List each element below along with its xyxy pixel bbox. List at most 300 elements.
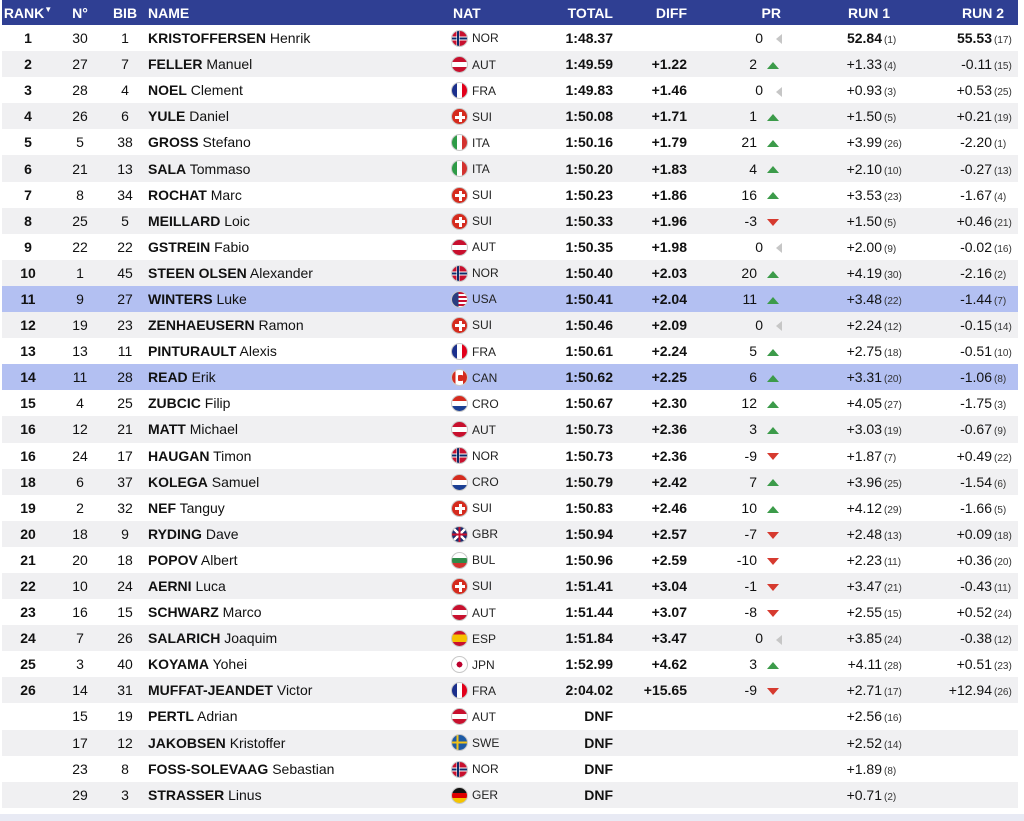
nation-code: USA [472,292,497,307]
aut-flag-icon [451,239,468,256]
athlete-given-name: Joaquim [224,630,278,647]
table-row[interactable] [2,599,1018,625]
athlete-name-cell[interactable] [144,703,449,729]
run2-time: +0.09 [956,525,992,542]
athlete-surname: KRISTOFFERSEN [148,30,266,47]
total-time-cell: 1:48.37 [565,30,613,47]
table-row[interactable] [2,286,1018,312]
bib-cell: 37 [117,473,133,490]
trend-same-icon [776,243,782,253]
trend-up-icon [767,297,779,304]
bib-cell: 21 [117,421,133,438]
run1-cell [793,782,908,808]
athlete-name-cell[interactable] [144,234,449,260]
total-time-cell: 1:50.46 [565,317,613,334]
position-change-cell [701,155,793,181]
table-row[interactable] [2,756,1018,782]
table-row[interactable] [2,677,1018,703]
table-row[interactable] [2,390,1018,416]
athlete-name-cell[interactable] [144,573,449,599]
athlete-name-cell[interactable] [144,547,449,573]
run2-cell [908,260,1018,286]
table-body [2,25,1018,808]
diff-cell: +1.86 [651,186,687,203]
bib-cell: 9 [121,525,129,542]
start-number-cell: 10 [72,578,88,595]
rank-cell: 22 [20,578,36,595]
start-number-cell: 13 [72,343,88,360]
run2-time: +0.21 [956,108,992,125]
position-change-cell [701,703,793,729]
run1-time: +2.23 [846,551,882,568]
athlete-name-cell[interactable] [144,651,449,677]
nation-code: NOR [472,448,499,463]
run1-rank: (11) [884,556,902,568]
athlete-surname: GSTREIN [148,238,211,255]
trend-down-icon [767,453,779,460]
rank-cell: 23 [20,604,36,621]
run1-rank: (24) [884,635,902,647]
athlete-name-cell[interactable] [144,469,449,495]
table-row[interactable] [2,469,1018,495]
table-row[interactable] [2,208,1018,234]
run2-rank: (3) [994,400,1007,412]
trend-up-icon [767,140,779,147]
athlete-name-cell[interactable] [144,208,449,234]
athlete-surname: STRASSER [148,786,225,803]
column-header-total[interactable]: TOTAL [539,0,619,25]
nation-cell [449,51,539,77]
table-row[interactable] [2,260,1018,286]
table-row[interactable] [2,547,1018,573]
athlete-name-cell[interactable] [144,286,449,312]
rank-cell: 15 [20,395,36,412]
position-change-value: -9 [744,682,757,699]
total-time-cell: DNF [584,734,613,751]
trend-down-icon [767,558,779,565]
table-row[interactable] [2,25,1018,51]
total-time-cell: 1:50.35 [565,238,613,255]
athlete-surname: POPOV [148,551,198,568]
start-number-cell: 3 [76,656,84,673]
athlete-name-cell[interactable] [144,155,449,181]
trend-up-icon [767,479,779,486]
total-time-cell: 2:04.02 [565,682,613,699]
rank-cell: 16 [20,421,36,438]
start-number-cell: 23 [72,760,88,777]
diff-cell: +1.46 [651,82,687,99]
fra-flag-icon [451,343,468,360]
run1-cell [793,651,908,677]
athlete-name-cell[interactable] [144,625,449,651]
table-row[interactable] [2,103,1018,129]
run2-cell [908,77,1018,103]
nation-cell [449,364,539,390]
athlete-name-cell[interactable] [144,756,449,782]
run2-cell [908,103,1018,129]
run1-time: +4.05 [846,395,882,412]
run1-rank: (5) [884,113,897,125]
table-row[interactable] [2,416,1018,442]
start-number-cell: 20 [72,551,88,568]
athlete-name-cell[interactable] [144,129,449,155]
athlete-given-name: Fabio [214,238,250,255]
run2-rank: (22) [994,452,1012,464]
rank-cell: 4 [24,108,32,125]
run1-cell [793,51,908,77]
run2-cell [908,730,1018,756]
run1-time: +2.56 [846,708,882,725]
bib-cell: 3 [121,786,129,803]
athlete-name-cell[interactable] [144,730,449,756]
position-change-cell [701,312,793,338]
run2-rank: (19) [994,113,1012,125]
run2-rank: (17) [994,35,1012,47]
table-row[interactable] [2,312,1018,338]
run2-rank: (7) [994,295,1007,307]
nation-cell [449,677,539,703]
table-header [2,0,1018,25]
run1-rank: (14) [884,739,902,751]
start-number-cell: 1 [76,264,84,281]
athlete-given-name: Ramon [258,317,304,334]
run1-time: +2.10 [846,160,882,177]
athlete-name-cell[interactable] [144,312,449,338]
run1-rank: (26) [884,139,902,151]
position-change-value: -10 [736,551,757,568]
bib-cell: 19 [117,708,133,725]
bib-cell: 17 [117,447,133,464]
run2-time: -1.54 [960,473,992,490]
run2-time: +0.49 [956,447,992,464]
run1-rank: (12) [884,322,902,334]
fra-flag-icon [451,82,468,99]
nation-code: SUI [472,501,493,516]
nation-cell [449,469,539,495]
run1-rank: (17) [884,687,902,699]
position-change-cell [701,25,793,51]
rank-cell: 16 [20,447,36,464]
total-time-cell: 1:50.33 [565,212,613,229]
start-number-cell: 26 [72,108,88,125]
athlete-name-cell[interactable] [144,260,449,286]
sui-flag-icon [451,108,468,125]
athlete-name-cell[interactable] [144,599,449,625]
rank-cell: 11 [20,290,36,307]
run2-time: +0.36 [956,551,992,568]
run1-cell [793,312,908,338]
run1-rank: (22) [884,295,902,307]
athlete-name-cell[interactable] [144,103,449,129]
caret-down-icon: ▼ [44,4,53,14]
table-row[interactable] [2,625,1018,651]
run2-cell [908,521,1018,547]
nation-cell [449,390,539,416]
run2-rank: (15) [994,61,1012,73]
run1-time: +4.19 [846,264,882,281]
nation-code: SWE [472,735,500,750]
nation-cell [449,416,539,442]
run2-cell [908,677,1018,703]
column-header-nat[interactable]: NAT [449,0,539,25]
run2-rank: (2) [994,269,1007,281]
column-header-no[interactable]: N° [54,0,106,25]
total-time-cell: 1:50.41 [565,290,613,307]
trend-same-icon [776,87,782,97]
run1-rank: (1) [884,35,897,47]
position-change-cell [701,782,793,808]
diff-cell: +4.62 [651,656,687,673]
position-change-value: 2 [749,56,757,73]
column-header-diff[interactable]: DIFF [619,0,701,25]
diff-cell: +2.36 [651,447,687,464]
swe-flag-icon [451,734,468,751]
trend-up-icon [767,62,779,69]
diff-cell: +2.46 [651,499,687,516]
diff-cell: +1.83 [651,160,687,177]
bib-cell: 12 [117,734,133,751]
rank-cell: 24 [20,630,36,647]
nation-code: CAN [472,370,498,385]
run2-cell [908,651,1018,677]
run1-rank: (4) [884,61,897,73]
run1-time: +2.48 [846,525,882,542]
start-number-cell: 6 [76,473,84,490]
athlete-given-name: Yohei [212,656,248,673]
nor-flag-icon [451,761,468,778]
position-change-cell [701,234,793,260]
total-time-cell: 1:50.08 [565,108,613,125]
position-change-value: 0 [755,238,763,255]
diff-cell: +3.07 [651,604,687,621]
athlete-surname: FOSS-SOLEVAAG [148,760,269,777]
total-time-cell: 1:49.83 [565,82,613,99]
athlete-name-cell[interactable] [144,51,449,77]
run1-time: +2.24 [846,317,882,334]
rank-cell: 7 [24,186,32,203]
aut-flag-icon [451,421,468,438]
run1-time: +4.11 [847,656,882,673]
position-change-cell [701,390,793,416]
table-row[interactable] [2,51,1018,77]
position-change-value: -8 [744,604,757,621]
rank-cell [2,782,54,808]
total-time-cell: 1:50.73 [565,421,613,438]
results-table [2,0,1018,808]
athlete-given-name: Stefano [202,134,251,151]
athlete-name-cell[interactable] [144,338,449,364]
run2-rank: (8) [994,374,1007,386]
trend-up-icon [767,506,779,513]
athlete-given-name: Linus [228,786,262,803]
nation-code: SUI [472,214,493,229]
nation-cell [449,208,539,234]
run1-rank: (10) [884,165,902,177]
athlete-name-cell[interactable] [144,390,449,416]
rank-cell: 19 [20,499,36,516]
athlete-name-cell[interactable] [144,677,449,703]
athlete-given-name: Timon [213,447,252,464]
table-row[interactable] [2,234,1018,260]
position-change-value: 3 [749,656,757,673]
cro-flag-icon [451,474,468,491]
start-number-cell: 16 [72,604,88,621]
rank-cell: 9 [24,238,32,255]
aut-flag-icon [451,604,468,621]
bib-cell: 31 [117,682,133,699]
athlete-surname: KOLEGA [148,473,208,490]
athlete-name-cell[interactable] [144,182,449,208]
position-change-cell [701,495,793,521]
run2-time: -0.27 [960,160,992,177]
run1-cell [793,547,908,573]
run1-time: +3.85 [846,630,882,647]
position-change-cell [701,730,793,756]
run2-cell [908,208,1018,234]
run2-time: -1.66 [960,499,992,516]
nation-code: ESP [472,631,497,646]
trend-up-icon [767,662,779,669]
athlete-name-cell[interactable] [144,416,449,442]
cro-flag-icon [451,395,468,412]
athlete-given-name: Albert [200,551,238,568]
run1-rank: (19) [884,426,902,438]
athlete-name-cell[interactable] [144,77,449,103]
table-row[interactable] [2,730,1018,756]
run1-rank: (7) [884,452,897,464]
run2-rank: (9) [994,426,1007,438]
athlete-name-cell[interactable] [144,25,449,51]
position-change-cell [701,338,793,364]
total-time-cell: 1:50.79 [565,473,613,490]
position-change-cell [701,469,793,495]
table-row[interactable] [2,364,1018,390]
trend-down-icon [767,532,779,539]
rank-cell: 18 [20,473,36,490]
athlete-name-cell[interactable] [144,521,449,547]
trend-down-icon [767,584,779,591]
athlete-surname: ZENHAEUSERN [148,317,255,334]
bib-cell: 6 [121,108,129,125]
run1-time: +2.55 [846,604,882,621]
position-change-value: 16 [741,186,757,203]
athlete-given-name: Daniel [189,108,229,125]
athlete-name-cell[interactable] [144,443,449,469]
athlete-surname: SALA [148,160,187,177]
bib-cell: 5 [121,212,129,229]
total-time-cell: 1:51.44 [565,604,613,621]
athlete-given-name: Dave [205,525,239,542]
run2-cell [908,286,1018,312]
run1-rank: (3) [884,87,897,99]
nation-code: AUT [472,240,496,255]
column-header-rank[interactable] [2,0,54,25]
run1-rank: (23) [884,191,902,203]
nation-cell [449,625,539,651]
start-number-cell: 14 [72,682,88,699]
run2-rank: (6) [994,478,1007,490]
table-row[interactable] [2,782,1018,808]
run1-rank: (15) [884,609,902,621]
nation-cell [449,756,539,782]
run1-cell [793,703,908,729]
run2-rank: (12) [994,635,1012,647]
table-row[interactable] [2,573,1018,599]
nation-cell [449,573,539,599]
column-header-name[interactable]: NAME [144,0,449,25]
run2-time: -1.75 [960,395,992,412]
trend-up-icon [767,375,779,382]
column-header-bib[interactable]: BIB [106,0,144,25]
athlete-name-cell[interactable] [144,782,449,808]
athlete-given-name: Henrik [269,30,311,47]
run1-rank: (27) [884,400,902,412]
rank-cell: 21 [20,551,36,568]
table-row[interactable] [2,182,1018,208]
athlete-given-name: Victor [276,682,313,699]
column-header-pr[interactable]: PR [701,0,793,25]
table-row[interactable] [2,495,1018,521]
table-row[interactable] [2,651,1018,677]
run1-cell [793,364,908,390]
athlete-name-cell[interactable] [144,364,449,390]
table-row[interactable] [2,703,1018,729]
table-row[interactable] [2,129,1018,155]
total-time-cell: 1:50.96 [565,551,613,568]
trend-down-icon [767,610,779,617]
total-time-cell: 1:50.16 [565,134,613,151]
athlete-given-name: Kristoffer [229,734,286,751]
run1-time: 52.84 [846,30,882,47]
column-header-run1[interactable]: RUN 1 [793,0,908,25]
ger-flag-icon [451,787,468,804]
table-row[interactable] [2,155,1018,181]
rank-cell: 13 [20,343,36,360]
nation-cell [449,182,539,208]
athlete-surname: MUFFAT-JEANDET [148,682,273,699]
position-change-cell [701,756,793,782]
table-row[interactable] [2,77,1018,103]
nation-code: AUT [472,422,496,437]
position-change-value: 7 [749,473,757,490]
position-change-value: -7 [744,525,757,542]
table-row[interactable] [2,521,1018,547]
run2-rank: (11) [994,583,1012,595]
nor-flag-icon [451,265,468,282]
athlete-given-name: Loic [224,212,250,229]
total-time-cell: 1:51.41 [565,578,613,595]
athlete-name-cell[interactable] [144,495,449,521]
total-time-cell: 1:49.59 [565,56,613,73]
start-number-cell: 12 [72,421,88,438]
run2-time: +0.51 [956,656,992,673]
run1-cell [793,234,908,260]
run2-cell [908,129,1018,155]
nation-code: SUI [472,318,493,333]
column-header-run2[interactable]: RUN 2 [908,0,1018,25]
bib-cell: 15 [117,604,133,621]
trend-up-icon [767,349,779,356]
run1-cell [793,390,908,416]
run2-cell [908,364,1018,390]
athlete-surname: MATT [148,421,186,438]
run2-time: -0.15 [960,317,992,334]
run1-cell [793,495,908,521]
athlete-surname: SALARICH [148,630,221,647]
athlete-surname: FELLER [148,56,203,73]
table-row[interactable] [2,338,1018,364]
table-row[interactable] [2,443,1018,469]
